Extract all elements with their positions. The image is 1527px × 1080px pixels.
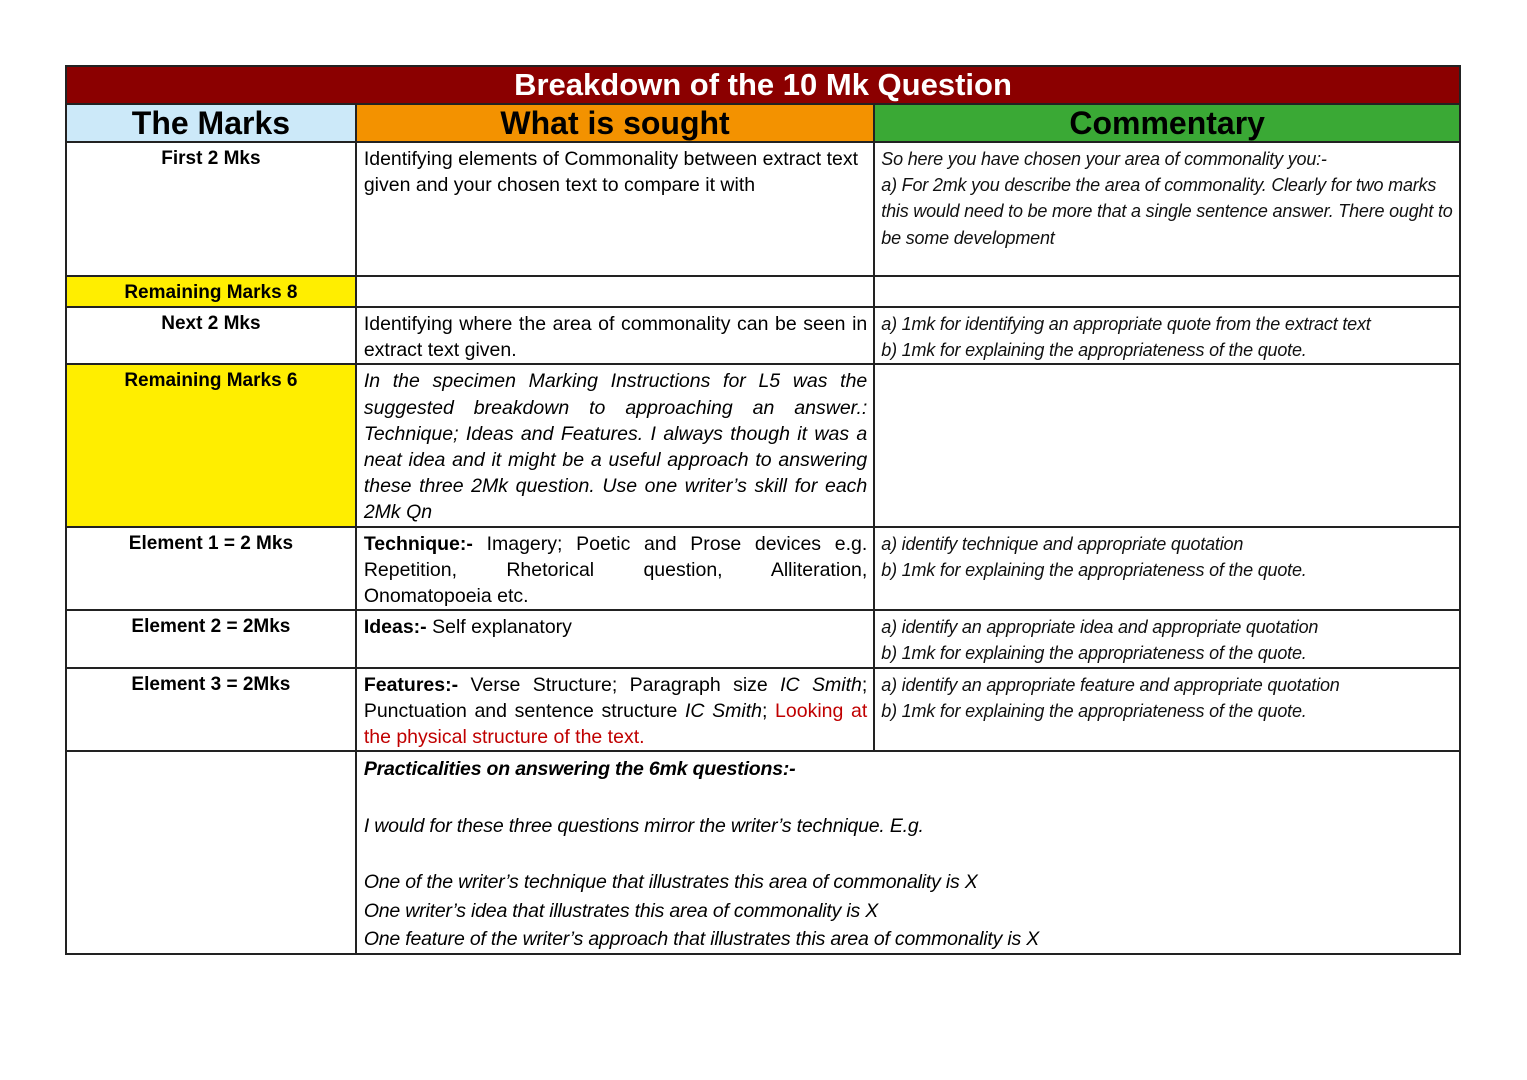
mark-remaining-6: Remaining Marks 6	[66, 364, 356, 526]
breakdown-table	[65, 65, 1461, 955]
empty-cell	[356, 276, 874, 307]
sought-element-3	[356, 668, 874, 752]
commentary-next-2	[874, 307, 1460, 364]
features-text: ;	[761, 699, 768, 722]
practicalities-line: One of the writer’s technique that illustrates this area of commonality is X	[363, 871, 978, 894]
empty-cell	[66, 751, 356, 954]
sought-remaining-6: In the specimen Marking Instructions for L5 was the suggested breakdown to approaching an answer.: Technique; Ideas and Features. I always though it was a neat idea and it might be a useful approach to answering these three 2Mk question. Use one writer’s skill for each 2Mk Qn	[356, 364, 874, 526]
mark-next-2: Next 2 Mks	[66, 307, 356, 364]
commentary-line: b) 1mk for explaining the appropriateness of the quote.	[881, 643, 1307, 664]
practicalities-heading: Practicalities on answering the 6mk questions:-	[363, 758, 796, 781]
commentary-line: a) For 2mk you describe the area of commonality. Clearly for two marks this would need to be more that a single sentence answer. There ought to be some development	[881, 175, 1453, 248]
commentary-first-2	[874, 142, 1460, 276]
empty-cell	[874, 364, 1460, 526]
author-name: IC Smith	[780, 673, 862, 696]
features-label: Features:-	[363, 673, 459, 696]
commentary-line: b) 1mk for explaining the appropriateness of the quote.	[881, 700, 1307, 721]
ideas-text: Self explanatory	[426, 616, 572, 639]
table-row	[66, 610, 1460, 667]
features-text: ; Punctuation and sentence structure	[363, 673, 868, 722]
commentary-line: So here you have chosen your area of commonality you:-	[881, 149, 1327, 169]
table-title: Breakdown of the 10 Mk Question	[66, 66, 1460, 104]
author-name: IC Smith	[684, 699, 762, 722]
table-row	[66, 364, 1460, 526]
commentary-line: a) 1mk for identifying an appropriate quote from the extract text	[881, 314, 1371, 334]
commentary-line: a) identify an appropriate feature and appropriate quotation	[881, 674, 1340, 695]
sought-element-1	[356, 527, 874, 611]
practicalities-line: One feature of the writer’s approach that illustrates this area of commonality is X	[363, 928, 1040, 951]
commentary-element-3	[874, 668, 1460, 752]
sought-next-2: Identifying where the area of commonality can be seen in extract text given.	[356, 307, 874, 364]
spacer	[364, 840, 1452, 868]
table-row	[66, 751, 1460, 954]
mark-first-2: First 2 Mks	[66, 142, 356, 276]
commentary-element-1	[874, 527, 1460, 611]
commentary-line: a) identify technique and appropriate quotation	[881, 533, 1244, 554]
table-row	[66, 276, 1460, 307]
practicalities-cell	[356, 751, 1460, 954]
commentary-line: b) 1mk for explaining the appropriateness of the quote.	[881, 559, 1307, 580]
features-text: Verse Structure; Paragraph size	[458, 673, 781, 696]
technique-label: Technique:-	[363, 532, 473, 555]
red-note: Looking at the physical structure of the text.	[363, 699, 868, 749]
table-row	[66, 142, 1460, 276]
ideas-label: Ideas:-	[363, 616, 427, 639]
commentary-element-2	[874, 610, 1460, 667]
sought-element-2	[356, 610, 874, 667]
header-what-is-sought: What is sought	[356, 104, 874, 142]
mark-element-3: Element 3 = 2Mks	[66, 668, 356, 752]
sought-first-2: Identifying elements of Commonality between extract text given and your chosen text to compare it with	[356, 142, 874, 276]
mark-element-2: Element 2 = 2Mks	[66, 610, 356, 667]
header-the-marks: The Marks	[66, 104, 356, 142]
commentary-line: b) 1mk for explaining the appropriateness of the quote.	[881, 340, 1307, 361]
mark-remaining-8: Remaining Marks 8	[66, 276, 356, 307]
table-row	[66, 527, 1460, 611]
header-commentary: Commentary	[874, 104, 1460, 142]
table-row	[66, 307, 1460, 364]
commentary-line: a) identify an appropriate idea and appropriate quotation	[881, 617, 1319, 638]
spacer	[364, 784, 1452, 812]
empty-cell	[874, 276, 1460, 307]
practicalities-line: One writer’s idea that illustrates this area of commonality is X	[363, 899, 879, 922]
technique-text: Imagery; Poetic and Prose devices e.g. Repetition, Rhetorical question, Alliteration, Onomatopoeia etc.	[363, 532, 868, 608]
mark-element-1: Element 1 = 2 Mks	[66, 527, 356, 611]
practicalities-line: I would for these three questions mirror the writer’s technique. E.g.	[363, 814, 924, 837]
table-row	[66, 668, 1460, 752]
